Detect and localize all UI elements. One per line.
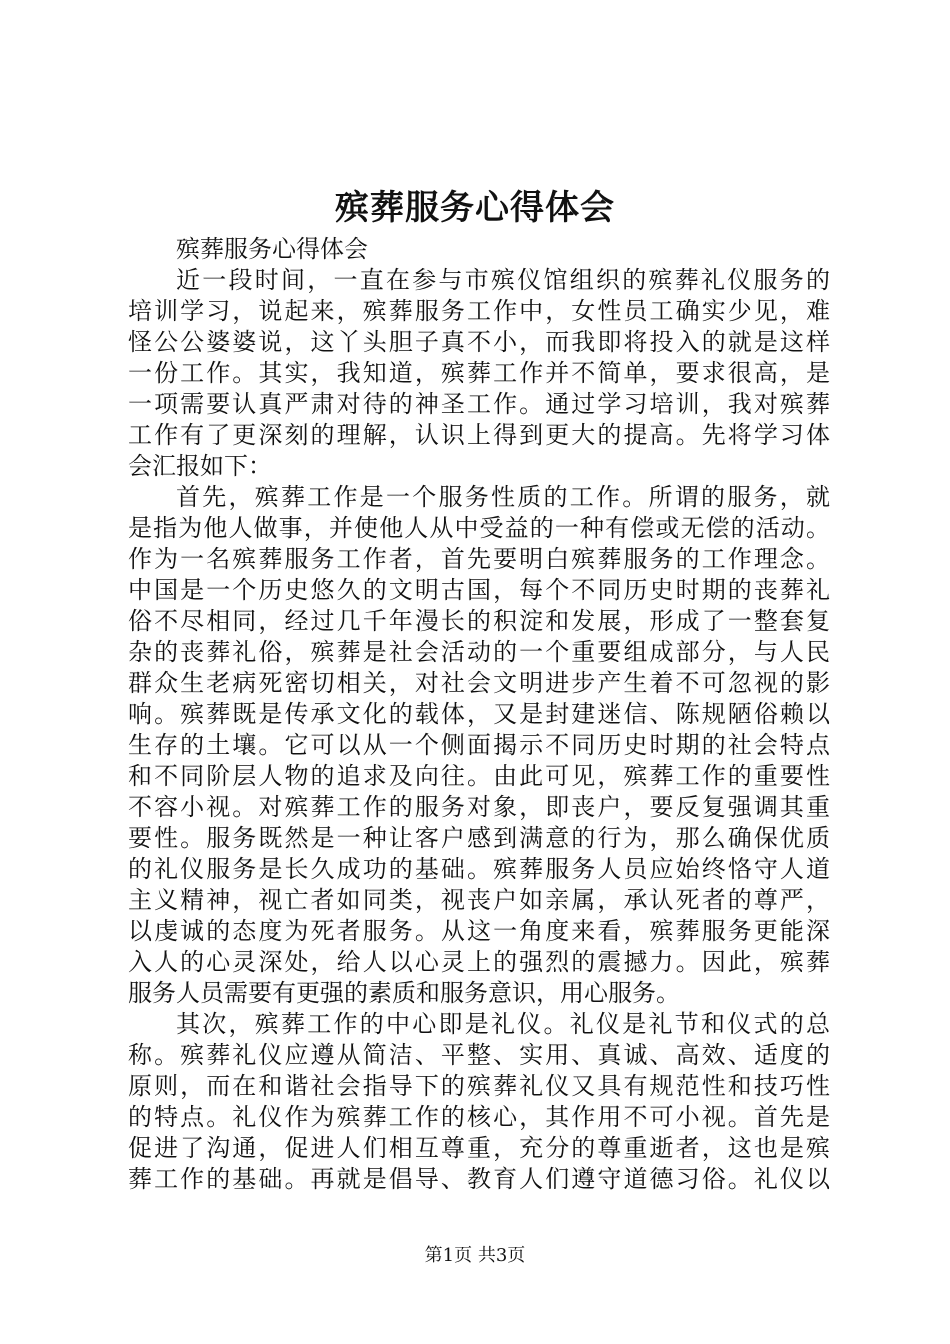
text-line: 作为一名殡葬服务工作者，首先要明白殡葬服务的工作理念。: [128, 545, 830, 573]
text-line: 近一段时间，一直在参与市殡仪馆组织的殡葬礼仪服务的: [176, 266, 830, 294]
text-line: 怪公公婆婆说，这丫头胆子真不小，而我即将投入的就是这样: [128, 328, 830, 356]
text-line: 促进了沟通，促进人们相互尊重，充分的尊重逝者，这也是殡: [128, 1134, 830, 1162]
text-line: 的礼仪服务是长久成功的基础。殡葬服务人员应始终恪守人道: [128, 855, 830, 883]
body-paragraph: [128, 1009, 830, 1195]
text-line: 一项需要认真严肃对待的神圣工作。通过学习培训，我对殡葬: [128, 390, 830, 418]
text-line: 服务人员需要有更强的素质和服务意识，用心服务。: [128, 979, 680, 1007]
text-line: 是指为他人做事，并使他人从中受益的一种有偿或无偿的活动。: [128, 514, 830, 542]
text-line: 群众生老病死密切相关，对社会文明进步产生着不可忽视的影: [128, 669, 830, 697]
text-line: 中国是一个历史悠久的文明古国，每个不同历史时期的丧葬礼: [128, 576, 830, 604]
text-line: 称。殡葬礼仪应遵从简洁、平整、实用、真诚、高效、适度的: [128, 1041, 830, 1069]
text-line: 和不同阶层人物的追求及向往。由此可见，殡葬工作的重要性: [128, 762, 830, 790]
text-line: 殡葬服务心得体会: [176, 235, 368, 263]
text-line: 不容小视。对殡葬工作的服务对象，即丧户，要反复强调其重: [128, 793, 830, 821]
text-line: 响。殡葬既是传承文化的载体，又是封建迷信、陈规陋俗赖以: [128, 700, 830, 728]
text-line: 生存的土壤。它可以从一个侧面揭示不同历史时期的社会特点: [128, 731, 830, 759]
subtitle-paragraph: [128, 234, 830, 265]
page-footer: 第1页 共3页: [424, 1245, 526, 1266]
text-line: 培训学习，说起来，殡葬服务工作中，女性员工确实少见，难: [128, 297, 830, 325]
text-line: 俗不尽相同，经过几千年漫长的积淀和发展，形成了一整套复: [128, 607, 830, 635]
text-line: 其次，殡葬工作的中心即是礼仪。礼仪是礼节和仪式的总: [176, 1010, 830, 1038]
text-line: 要性。服务既然是一种让客户感到满意的行为，那么确保优质: [128, 824, 830, 852]
document-body: [128, 234, 830, 1195]
document-title: 殡葬服务心得体会: [335, 188, 615, 228]
text-line: 首先，殡葬工作是一个服务性质的工作。所谓的服务，就: [176, 483, 830, 511]
body-paragraph: [128, 482, 830, 1009]
text-line: 会汇报如下：: [128, 452, 272, 480]
text-line: 一份工作。其实，我知道，殡葬工作并不简单，要求很高，是: [128, 359, 830, 387]
text-line: 主义精神，视亡者如同类，视丧户如亲属，承认死者的尊严，: [128, 886, 830, 914]
text-line: 原则，而在和谐社会指导下的殡葬礼仪又具有规范性和技巧性: [128, 1072, 830, 1100]
text-line: 工作有了更深刻的理解，认识上得到更大的提高。先将学习体: [128, 421, 830, 449]
text-line: 的特点。礼仪作为殡葬工作的核心，其作用不可小视。首先是: [128, 1103, 830, 1131]
text-line: 入人的心灵深处，给人以心灵上的强烈的震撼力。因此，殡葬: [128, 948, 830, 976]
text-line: 杂的丧葬礼俗，殡葬是社会活动的一个重要组成部分，与人民: [128, 638, 830, 666]
text-line: 葬工作的基础。再就是倡导、教育人们遵守道德习俗。礼仪以: [128, 1165, 830, 1193]
text-line: 以虔诚的态度为死者服务。从这一角度来看，殡葬服务更能深: [128, 917, 830, 945]
body-paragraph: [128, 265, 830, 482]
